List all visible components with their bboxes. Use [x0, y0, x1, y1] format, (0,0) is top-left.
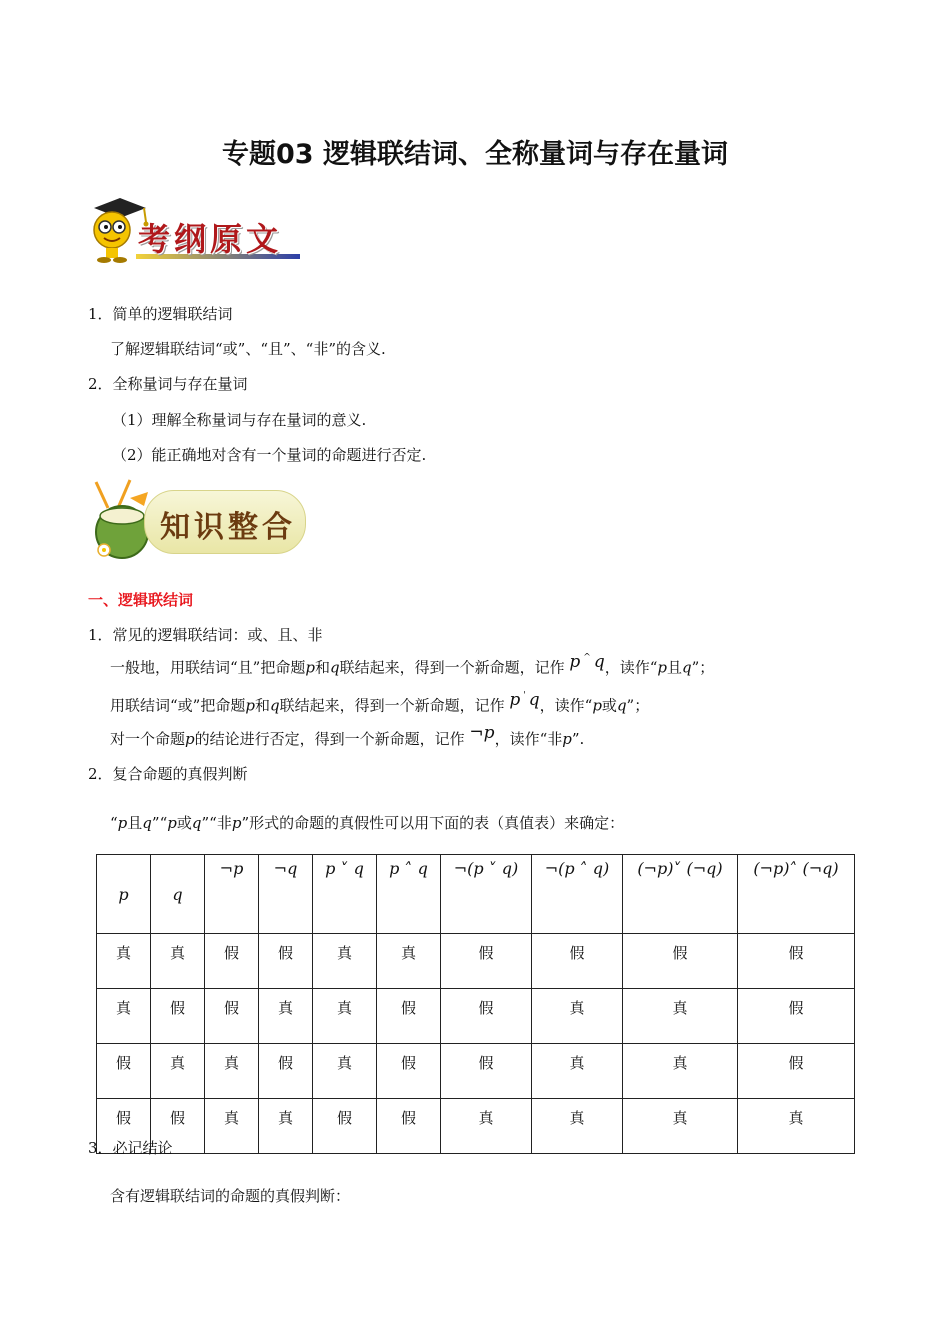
table-header-cell: ¬q — [259, 855, 313, 934]
table-cell: 真 — [738, 1099, 855, 1154]
table-cell: 真 — [205, 1099, 259, 1154]
truth-table — [96, 854, 855, 1154]
table-cell: 真 — [97, 934, 151, 989]
table-header-cell: (¬p)˅ (¬q) — [623, 855, 738, 934]
table-cell: 假 — [441, 934, 532, 989]
table-cell: 真 — [623, 1044, 738, 1099]
exam-outline-badge-text: 考纲原文 — [138, 220, 283, 258]
table-cell: 真 — [205, 1044, 259, 1099]
table-cell: 真 — [377, 934, 441, 989]
table-cell: 真 — [532, 989, 623, 1044]
table-cell: 真 — [151, 934, 205, 989]
table-cell: 假 — [532, 934, 623, 989]
table-cell: 真 — [313, 1044, 377, 1099]
table-header-cell: ¬p — [205, 855, 259, 934]
table-header-cell: p — [97, 855, 151, 934]
s1-line-or: 用联结词“或”把命题p和q联结起来，得到一个新命题，记作 p ' q，读作“p或q”； — [110, 689, 650, 715]
s1-line-and: 一般地，用联结词“且”把命题p和q联结起来，得到一个新命题，记作 p ^ q，读作“p且q”； — [110, 651, 715, 677]
s3-item-3: 3．必记结论 — [88, 1139, 173, 1157]
s1-item-2: 2．复合命题的真假判断 — [88, 765, 248, 783]
table-cell: 假 — [259, 934, 313, 989]
table-header-cell: ¬(p ˄ q) — [532, 855, 623, 934]
table-cell: 假 — [313, 1099, 377, 1154]
table-cell: 真 — [623, 989, 738, 1044]
table-header-cell: p ˄ q — [377, 855, 441, 934]
outline-item-1-desc: 了解逻辑联结词“或”、“且”、“非”的含义. — [110, 340, 386, 358]
table-cell: 真 — [151, 1044, 205, 1099]
s1-line-not: 对一个命题p的结论进行否定，得到一个新命题，记作 ¬p，读作“非p”. — [110, 723, 585, 748]
table-cell: 真 — [441, 1099, 532, 1154]
not-formula: ¬p — [469, 723, 495, 743]
table-cell: 假 — [259, 1044, 313, 1099]
table-header-cell: q — [151, 855, 205, 934]
s1-item-1: 1．常见的逻辑联结词：或、且、非 — [88, 626, 323, 644]
outline-item-2-sub-2: （2）能正确地对含有一个量词的命题进行否定. — [112, 446, 427, 464]
table-cell: 真 — [259, 1099, 313, 1154]
table-cell: 真 — [313, 934, 377, 989]
table-cell: 假 — [623, 934, 738, 989]
table-cell: 假 — [151, 1099, 205, 1154]
table-header-cell: (¬p)˄ (¬q) — [738, 855, 855, 934]
table-header-cell: ¬(p ˅ q) — [441, 855, 532, 934]
table-cell: 假 — [377, 1099, 441, 1154]
table-cell: 假 — [205, 989, 259, 1044]
table-cell: 真 — [313, 989, 377, 1044]
table-row — [97, 1099, 855, 1154]
table-row — [97, 1044, 855, 1099]
table-cell: 假 — [205, 934, 259, 989]
table-row — [97, 989, 855, 1044]
table-row — [97, 934, 855, 989]
table-cell: 假 — [738, 1044, 855, 1099]
knowledge-badge-text: 知识整合 — [160, 510, 296, 545]
truth-table-header-row — [97, 855, 855, 934]
outline-item-2: 2．全称量词与存在量词 — [88, 375, 248, 393]
table-cell: 真 — [97, 989, 151, 1044]
table-cell: 假 — [97, 1099, 151, 1154]
table-cell: 假 — [441, 989, 532, 1044]
table-cell: 假 — [441, 1044, 532, 1099]
table-cell: 假 — [377, 1044, 441, 1099]
table-header-cell: p ˅ q — [313, 855, 377, 934]
truth-table-intro: “p且q”“p或q”“非p”形式的命题的真假性可以用下面的表（真值表）来确定： — [110, 814, 625, 832]
outline-item-2-sub-1: （1）理解全称量词与存在量词的意义. — [112, 411, 367, 429]
table-cell: 真 — [532, 1099, 623, 1154]
outline-item-1: 1．简单的逻辑联结词 — [88, 305, 233, 323]
exam-outline-badge — [86, 196, 300, 266]
table-cell: 假 — [377, 989, 441, 1044]
page-title: 专题03 逻辑联结词、全称量词与存在量词 — [222, 139, 728, 170]
and-formula: p ^ q — [569, 651, 605, 672]
table-cell: 假 — [738, 934, 855, 989]
table-cell: 假 — [97, 1044, 151, 1099]
table-cell: 真 — [623, 1099, 738, 1154]
table-cell: 真 — [532, 1044, 623, 1099]
knowledge-badge — [86, 478, 304, 564]
table-cell: 假 — [151, 989, 205, 1044]
or-formula: p ' q — [509, 689, 540, 710]
section-heading-logic-connectives: 一、逻辑联结词 — [88, 591, 194, 609]
table-cell: 真 — [259, 989, 313, 1044]
s3-desc: 含有逻辑联结词的命题的真假判断： — [110, 1187, 351, 1205]
table-cell: 假 — [738, 989, 855, 1044]
